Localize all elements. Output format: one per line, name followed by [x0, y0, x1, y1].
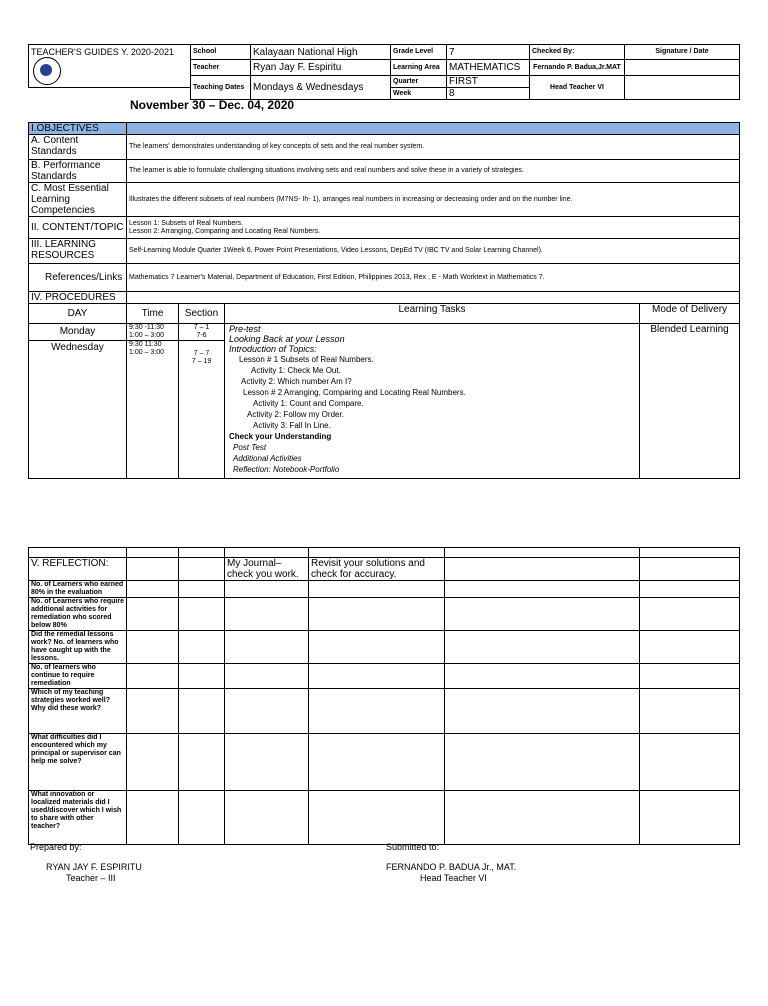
answer-cell: [179, 664, 225, 689]
signature-cell: [625, 60, 740, 76]
answer-cell: [445, 631, 640, 664]
task-introduction: Introduction of Topics:: [229, 344, 317, 354]
answer-cell: [640, 734, 740, 791]
task-looking-back: Looking Back at your Lesson: [229, 334, 345, 344]
section-monday-b: 7-6: [179, 332, 224, 341]
submitted-name: FERNANDO P. BADUA Jr., MAT.: [386, 862, 517, 872]
col-tasks: Learning Tasks: [225, 304, 640, 324]
answer-cell: [127, 734, 179, 791]
school-label: School: [191, 45, 251, 60]
time-wednesday-am: 9:30 11:30: [129, 341, 162, 348]
day-wednesday: Wednesday: [51, 342, 104, 353]
answer-cell: [309, 689, 445, 734]
content-topic-label: II. CONTENT/TOPIC: [29, 217, 127, 239]
answer-cell: [309, 598, 445, 631]
day-monday: Monday: [29, 324, 126, 341]
answer-cell: [127, 791, 179, 845]
guide-title-cell: [29, 45, 191, 88]
guide-title: TEACHER'S GUIDES Y. 2020-2021: [31, 47, 174, 57]
col-section: Section: [179, 304, 225, 324]
quarter-value: FIRST: [447, 76, 530, 88]
teacher-label: Teacher: [191, 60, 251, 76]
answer-cell: [445, 791, 640, 845]
day-cell: [29, 324, 127, 479]
answer-cell: [445, 689, 640, 734]
task-pretest: Pre-test: [229, 324, 261, 334]
answer-cell: [179, 631, 225, 664]
lesson-table: [28, 122, 740, 479]
answer-cell: [309, 581, 445, 598]
objectives-heading-fill: [127, 123, 740, 135]
task-post-test: Post Test: [233, 443, 267, 452]
section-wednesday-a: 7 – 7: [193, 350, 210, 357]
col-mode: Mode of Delivery: [640, 304, 740, 324]
submitted-label: Submitted to:: [386, 842, 440, 852]
content-standards-label: A. Content Standards: [29, 135, 127, 160]
answer-cell: [309, 734, 445, 791]
performance-standards-label: B. Performance Standards: [29, 160, 127, 183]
grade-value: 7: [447, 45, 530, 60]
section-cell: [179, 324, 225, 479]
objectives-heading: I.OBJECTIVES: [29, 123, 127, 135]
resources-label: III. LEARNING RESOURCES: [29, 239, 127, 264]
deped-seal-icon: [33, 57, 61, 85]
task-l2-activity3: Activity 3: Fall In Line.: [253, 421, 331, 430]
competencies-text: Illustrates the different subsets of real numbers (M7NS- Ih- 1), arranges real numbers in increasing or decreasing order and on the number line.: [127, 183, 740, 217]
time-wednesday-pm: 1:00 – 3:00: [129, 349, 165, 356]
content-topic-line1: Lesson 1: Subsets of Real Numbers.: [129, 219, 244, 227]
journal-text: My Journal– check you work.: [225, 558, 309, 581]
question-5: Which of my teaching strategies worked well? Why did these work?: [29, 689, 127, 734]
answer-cell: [225, 598, 309, 631]
school-value: Kalayaan National High: [251, 45, 391, 60]
answer-cell: [225, 791, 309, 845]
section-monday-a: 7 – 1: [193, 324, 210, 331]
answer-cell: [179, 791, 225, 845]
question-2: No. of Learners who require additional activities for remediation who scored below 80%: [29, 598, 127, 631]
reflection-blank-5: [309, 548, 445, 558]
area-value: MATHEMATICS: [447, 60, 530, 76]
task-reflection: Reflection: Notebook-Portfolio: [233, 465, 340, 474]
answer-cell: [127, 598, 179, 631]
prepared-name: RYAN JAY F. ESPIRITU: [46, 862, 142, 872]
reflection-blank-6: [445, 548, 640, 558]
content-topic-cell: [127, 217, 740, 239]
task-lesson1: Lesson # 1 Subsets of Real Numbers.: [239, 355, 374, 364]
question-3: Did the remedial lessons work? No. of learners who have caught up with the lessons.: [29, 631, 127, 664]
answer-cell: [445, 581, 640, 598]
reflection-cell: [445, 558, 640, 581]
answer-cell: [179, 598, 225, 631]
answer-cell: [127, 689, 179, 734]
submitted-title: Head Teacher VI: [420, 873, 487, 883]
task-additional-activities: Additional Activities: [233, 454, 302, 463]
procedures-heading-fill: [127, 292, 740, 304]
answer-cell: [225, 734, 309, 791]
question-4: No. of learners who continue to require remediation: [29, 664, 127, 689]
answer-cell: [179, 689, 225, 734]
answer-cell: [225, 581, 309, 598]
task-l2-activity2: Activity 2: Follow my Order.: [247, 410, 344, 419]
checker-title: Head Teacher VI: [530, 76, 625, 100]
reflection-blank-3: [179, 548, 225, 558]
references-label: References/Links: [29, 264, 127, 292]
task-l1-activity1: Activity 1: Check Me Out.: [251, 366, 341, 375]
reflection-blank-1: [29, 548, 127, 558]
reflection-cell: [127, 558, 179, 581]
week-range: November 30 – Dec. 04, 2020: [130, 98, 295, 112]
area-label: Learning Area: [391, 60, 447, 76]
content-topic-line2: Lesson 2: Arranging, Comparing and Locating Real Numbers.: [129, 227, 321, 235]
answer-cell: [640, 581, 740, 598]
task-l2-activity1: Activity 1: Count and Compare.: [253, 399, 364, 408]
header-table: [28, 44, 740, 100]
answer-cell: [127, 664, 179, 689]
resources-text: Self-Learning Module Quarter 1Week 6, Power Point Presentations, Video Lessons, DepEd TV (IBC TV and Solar Learning Channel).: [127, 239, 740, 264]
reflection-cell: [640, 558, 740, 581]
answer-cell: [309, 664, 445, 689]
reflection-blank-4: [225, 548, 309, 558]
answer-cell: [640, 631, 740, 664]
answer-cell: [127, 581, 179, 598]
answer-cell: [127, 631, 179, 664]
answer-cell: [179, 734, 225, 791]
answer-cell: [445, 598, 640, 631]
checked-label: Checked By:: [530, 45, 625, 60]
mode-cell: Blended Learning: [640, 324, 740, 479]
answer-cell: [640, 664, 740, 689]
procedures-heading: IV. PROCEDURES: [29, 292, 127, 304]
answer-cell: [309, 791, 445, 845]
reflection-cell: [179, 558, 225, 581]
week-label: Week: [391, 88, 447, 100]
answer-cell: [445, 664, 640, 689]
answer-cell: [225, 689, 309, 734]
task-lesson2: Lesson # 2 Arranging, Comparing and Locating Real Numbers.: [243, 388, 466, 397]
signature-label: Signature / Date: [625, 45, 740, 60]
col-time: Time: [127, 304, 179, 324]
question-7: What innovation or localized materials did I used/discover which I wish to share with other teacher?: [29, 791, 127, 845]
answer-cell: [640, 791, 740, 845]
task-check-understanding: Check your Understanding: [229, 432, 332, 441]
answer-cell: [179, 581, 225, 598]
quarter-label: Quarter: [391, 76, 447, 88]
prepared-label: Prepared by:: [30, 842, 82, 852]
answer-cell: [225, 664, 309, 689]
answer-cell: [640, 689, 740, 734]
dates-label: Teaching Dates: [191, 76, 251, 100]
tasks-cell: [225, 324, 640, 479]
signature-date-cell: [625, 76, 740, 100]
revisit-text: Revisit your solutions and check for accuracy.: [309, 558, 445, 581]
reflection-table: [28, 547, 740, 845]
competencies-label: C. Most Essential Learning Competencies: [29, 183, 127, 217]
content-standards-text: The learners' demonstrates understanding of key concepts of sets and the real number system.: [127, 135, 740, 160]
teacher-value: Ryan Jay F. Espiritu: [251, 60, 391, 76]
prepared-title: Teacher – III: [66, 873, 116, 883]
time-monday-am: 9:30 -11:30: [129, 324, 164, 331]
references-text: Mathematics 7 Learner's Material, Department of Education, First Edition, Philippines 2013, Rex , E - Math Worktext in Mathematics 7.: [127, 264, 740, 292]
grade-label: Grade Level: [391, 45, 447, 60]
time-monday-pm: 1:00 – 3:00: [127, 332, 178, 341]
performance-standards-text: The learner is able to formulate challenging situations involving sets and real numbers and solve these in a variety of strategies.: [127, 160, 740, 183]
answer-cell: [640, 598, 740, 631]
question-6: What difficulties did I encountered which my principal or supervisor can help me solve?: [29, 734, 127, 791]
question-1: No. of Learners who earned 80% in the evaluation: [29, 581, 127, 598]
answer-cell: [445, 734, 640, 791]
answer-cell: [225, 631, 309, 664]
reflection-blank-2: [127, 548, 179, 558]
reflection-blank-7: [640, 548, 740, 558]
task-l1-activity2: Activity 2: Which number Am I?: [241, 377, 352, 386]
checker-name: Fernando P. Badua,Jr.MAT: [530, 60, 625, 76]
week-value: 8: [447, 88, 530, 100]
answer-cell: [309, 631, 445, 664]
section-wednesday-b: 7 – 19: [191, 358, 212, 365]
time-cell: [127, 324, 179, 479]
col-day: DAY: [29, 304, 127, 324]
dates-value: Mondays & Wednesdays: [251, 76, 391, 100]
reflection-heading: V. REFLECTION:: [29, 558, 127, 581]
